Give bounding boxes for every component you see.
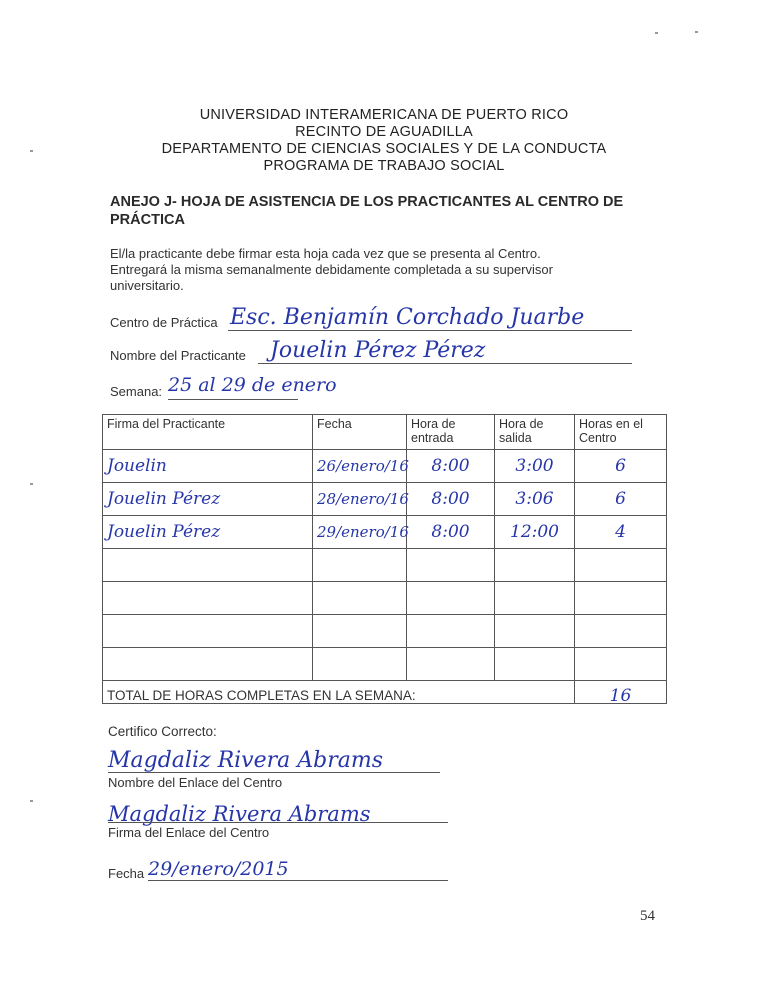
student-signature-cell: Jouelin Pérez xyxy=(103,516,313,549)
date-value: 29/enero/2015 xyxy=(148,858,289,880)
date-cell: 26/enero/16 xyxy=(313,450,407,483)
week-underline xyxy=(168,399,298,400)
hours-cell xyxy=(575,648,667,681)
annex-title-line: ANEJO J- HOJA DE ASISTENCIA DE LOS PRACTICANTES AL CENTRO DE xyxy=(110,194,624,210)
date-cell xyxy=(313,648,407,681)
liaison-name-value: Magdaliz Rivera Abrams xyxy=(108,748,384,773)
entry-time-cell xyxy=(407,615,495,648)
student-name-label: Nombre del Practicante xyxy=(110,348,246,363)
entry-time-cell: 8:00 xyxy=(407,483,495,516)
student-signature-cell: Jouelin xyxy=(103,450,313,483)
week-label: Semana: xyxy=(110,384,163,399)
total-hours-label: TOTAL DE HORAS COMPLETAS EN LA SEMANA: xyxy=(103,681,575,704)
department-name: DEPARTAMENTO DE CIENCIAS SOCIALES Y DE LA CONDUCTA xyxy=(161,141,607,157)
instruction-line: universitario. xyxy=(110,278,184,293)
column-header-signature: Firma del Practicante xyxy=(103,415,313,450)
instructions xyxy=(110,246,650,294)
entry-time-cell: 8:00 xyxy=(407,516,495,549)
hours-cell xyxy=(575,549,667,582)
liaison-name-label: Nombre del Enlace del Centro xyxy=(108,775,283,790)
scan-speck xyxy=(695,31,698,33)
liaison-signature-underline xyxy=(108,822,448,823)
week-field xyxy=(110,374,337,399)
liaison-name-underline xyxy=(108,772,440,773)
campus-name: RECINTO DE AGUADILLA xyxy=(295,124,473,140)
exit-time-cell xyxy=(495,615,575,648)
column-header-date: Fecha xyxy=(313,415,407,450)
scan-speck xyxy=(655,32,658,34)
practice-center-value: Esc. Benjamín Corchado Juarbe xyxy=(230,305,585,330)
scan-speck xyxy=(30,800,33,802)
program-name: PROGRAMA DE TRABAJO SOCIAL xyxy=(263,158,505,174)
table-row xyxy=(103,648,667,681)
page-number: 54 xyxy=(640,908,655,924)
hours-cell: 6 xyxy=(575,450,667,483)
student-signature-cell: Jouelin Pérez xyxy=(103,483,313,516)
student-signature-cell xyxy=(103,615,313,648)
date-cell: 28/enero/16 xyxy=(313,483,407,516)
table-row xyxy=(103,483,667,516)
hours-cell: 6 xyxy=(575,483,667,516)
student-signature-cell xyxy=(103,648,313,681)
date-cell xyxy=(313,582,407,615)
attendance-table xyxy=(102,414,667,704)
student-name-value: Jouelin Pérez Pérez xyxy=(270,338,486,363)
entry-time-cell xyxy=(407,549,495,582)
practice-center-underline xyxy=(228,330,632,331)
practice-center-field xyxy=(110,305,585,330)
total-row xyxy=(103,681,667,704)
date-cell xyxy=(313,549,407,582)
document-header xyxy=(0,107,768,175)
date-cell xyxy=(313,615,407,648)
date-underline xyxy=(148,880,448,881)
exit-time-cell: 3:06 xyxy=(495,483,575,516)
liaison-signature-label: Firma del Enlace del Centro xyxy=(108,825,270,840)
student-signature-cell xyxy=(103,549,313,582)
student-name-underline xyxy=(258,363,632,364)
table-header-row xyxy=(103,415,667,450)
week-value: 25 al 29 de enero xyxy=(168,374,337,396)
instruction-line: Entregará la misma semanalmente debidamente completada a su supervisor xyxy=(110,262,553,277)
certification-label: Certifico Correcto: xyxy=(108,724,217,739)
attendance-rows xyxy=(103,450,667,681)
exit-time-cell xyxy=(495,549,575,582)
annex-title xyxy=(110,193,670,229)
exit-time-cell: 3:00 xyxy=(495,450,575,483)
total-hours-value: 16 xyxy=(575,681,667,704)
entry-time-cell xyxy=(407,648,495,681)
table-row xyxy=(103,615,667,648)
scan-speck xyxy=(30,483,33,485)
exit-time-cell xyxy=(495,582,575,615)
hours-cell xyxy=(575,615,667,648)
student-signature-cell xyxy=(103,582,313,615)
hours-cell: 4 xyxy=(575,516,667,549)
column-header-hours: Horas en el Centro xyxy=(575,415,667,450)
practice-center-label: Centro de Práctica xyxy=(110,315,218,330)
column-header-exit: Hora de salida xyxy=(495,415,575,450)
instruction-line: El/la practicante debe firmar esta hoja cada vez que se presenta al Centro. xyxy=(110,246,541,261)
hours-cell xyxy=(575,582,667,615)
table-row xyxy=(103,516,667,549)
table-row xyxy=(103,582,667,615)
date-label: Fecha xyxy=(108,866,145,881)
entry-time-cell xyxy=(407,582,495,615)
liaison-signature-value: Magdaliz Rivera Abrams xyxy=(108,802,371,826)
exit-time-cell: 12:00 xyxy=(495,516,575,549)
entry-time-cell: 8:00 xyxy=(407,450,495,483)
attendance-table-wrapper xyxy=(102,414,666,704)
column-header-entry: Hora de entrada xyxy=(407,415,495,450)
student-name-field xyxy=(110,338,486,363)
date-cell: 29/enero/16 xyxy=(313,516,407,549)
table-row xyxy=(103,450,667,483)
exit-time-cell xyxy=(495,648,575,681)
table-row xyxy=(103,549,667,582)
university-name: UNIVERSIDAD INTERAMERICANA DE PUERTO RICO xyxy=(199,107,569,123)
annex-title-line: PRÁCTICA xyxy=(110,212,185,228)
